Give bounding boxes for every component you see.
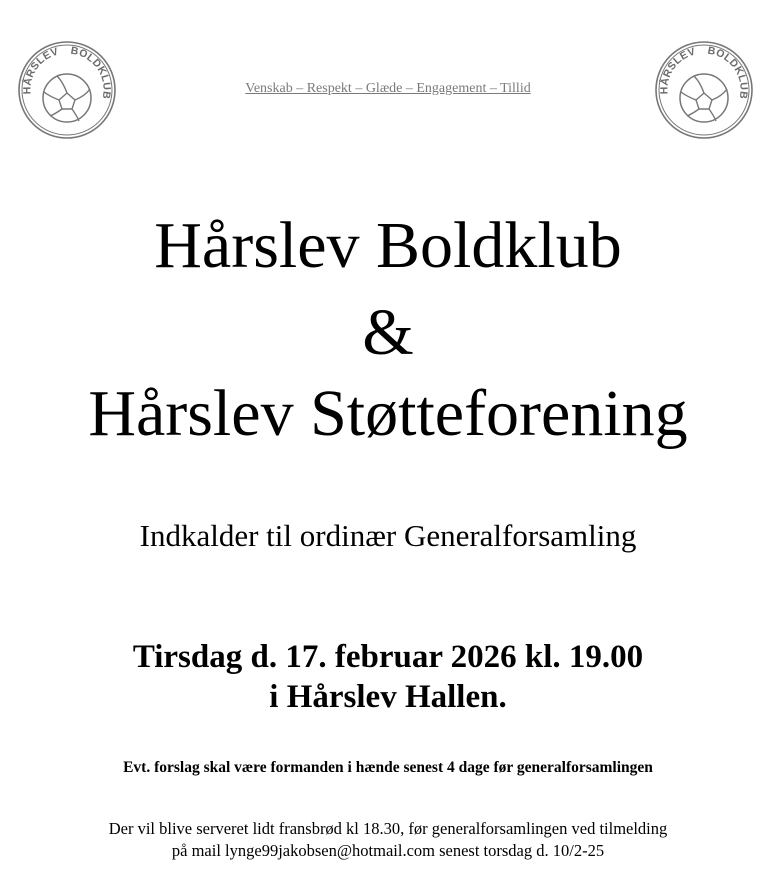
- title-ampersand: &: [362, 296, 414, 369]
- refreshment-info-line-2: på mail lynge99jakobsen@hotmail.com senest torsdag d. 10/2-25: [171, 841, 605, 860]
- logo-right-text-1: HÅRSLEV: [658, 45, 698, 95]
- event-location: i Hårslev Hallen.: [269, 679, 507, 715]
- logo-left-text-1: HÅRSLEV: [21, 45, 61, 95]
- proposal-deadline-note: Evt. forslag skal være formanden i hænde senest 4 dage før generalforsamlingen: [123, 759, 653, 776]
- refreshment-info-line-1: Der vil blive serveret lidt fransbrød kl 18.30, før generalforsamlingen ved tilmelding: [108, 819, 668, 838]
- title-support-association: Hårslev Støtteforening: [88, 377, 688, 450]
- event-date: Tirsdag d. 17. februar 2026 kl. 19.00: [132, 639, 644, 675]
- meeting-invitation-subtitle: Indkalder til ordinær Generalforsamling: [139, 518, 637, 553]
- club-motto: Venskab – Respekt – Glæde – Engagement – Tillid: [245, 81, 531, 96]
- title-club-name: Hårslev Boldklub: [154, 209, 622, 282]
- logo-right-text-2: BOLDKLUB: [706, 44, 750, 101]
- logo-left-text-2: BOLDKLUB: [69, 44, 113, 101]
